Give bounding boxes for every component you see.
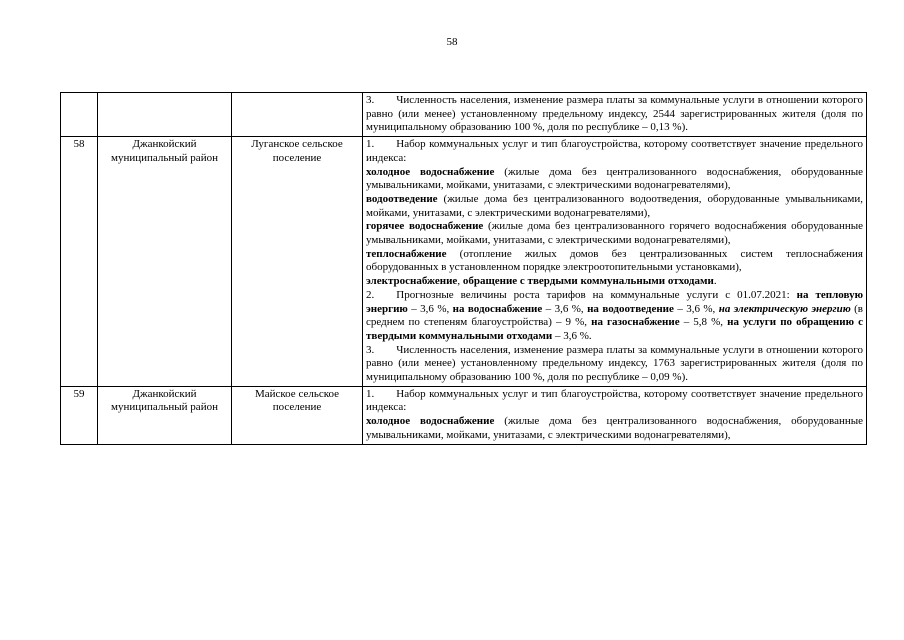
table-body	[61, 93, 867, 445]
table-row	[61, 93, 867, 137]
description-cell	[363, 386, 867, 444]
description-paragraph	[366, 166, 863, 193]
paragraph-text: – 3,6 %,	[407, 302, 453, 315]
paragraph-text: – 3,6 %,	[673, 302, 719, 315]
page-number: 58	[446, 36, 458, 48]
row-number-cell: 59	[61, 386, 98, 444]
paragraph-text: (жилые дома без централизованного водоснабжения, оборудованные умывальниками, мойками, унитазами, с электрическими водонагревателями),	[366, 165, 863, 192]
paragraph-text: 3. Численность населения, изменение размера платы за коммунальные услуги в отношении которого равно (или менее) установленному предельному индексу, 1763 зарегистрированных жителя (доля по муниципальному образованию 100 %, доля по республике – 0,09 %).	[366, 343, 863, 384]
settlement-cell	[232, 93, 363, 137]
paragraph-text: (жилые дома без централизованного водоснабжения, оборудованные умывальниками, мойками, унитазами, с электрическими водонагревателями),	[366, 415, 863, 441]
emphasized-text: обращение с твердыми коммунальными отходами	[462, 275, 714, 288]
description-paragraph	[366, 193, 863, 220]
paragraph-text: 3. Численность населения, изменение размера платы за коммунальные услуги в отношении которого равно (или менее) установленному предельному индексу, 2544 зарегистрированных жителя (доля по муниципальному образованию 100 %, доля по республике – 0,13 %).	[366, 94, 863, 134]
emphasized-text: электроснабжение	[366, 275, 458, 288]
district-cell	[98, 93, 232, 137]
emphasized-text: на водоснабжение	[452, 302, 543, 315]
paragraph-text: .	[713, 275, 717, 288]
description-paragraph	[366, 388, 863, 415]
emphasized-text: водоотведение	[366, 192, 438, 205]
emphasized-text: на электрическую энергию	[718, 302, 851, 315]
description-cell	[363, 137, 867, 387]
paragraph-text: (в среднем по степеням благоустройства) – 9 %,	[366, 302, 864, 329]
description-paragraph	[366, 94, 863, 135]
emphasized-text: горячее водоснабжение	[366, 220, 484, 233]
description-cell	[363, 93, 867, 137]
settlement-cell: Майское сельское поселение	[232, 386, 363, 444]
emphasized-text: на газоснабжение	[591, 316, 680, 329]
emphasized-text: холодное водоснабжение	[366, 415, 495, 428]
description-paragraph	[366, 275, 863, 289]
description-paragraph	[366, 344, 863, 385]
tariff-table	[60, 92, 867, 445]
district-cell: Джанкойский муниципальный район	[98, 137, 232, 387]
paragraph-text: (отопление жилых домов без централизованных систем теплоснабжения оборудованных в установленном порядке электроотопительными установками),	[366, 247, 863, 274]
description-paragraph	[366, 138, 863, 165]
description-paragraph	[366, 289, 863, 344]
emphasized-text: на тепловую энергию	[366, 288, 863, 315]
description-paragraph	[366, 248, 863, 275]
emphasized-text: теплоснабжение	[366, 247, 447, 260]
district-cell: Джанкойский муниципальный район	[98, 386, 232, 444]
paragraph-text: 1. Набор коммунальных услуг и тип благоустройства, которому соответствует значение предельного индекса:	[366, 387, 863, 414]
table-row	[61, 386, 867, 444]
row-number-cell: 58	[61, 137, 98, 387]
paragraph-text: ,	[457, 275, 463, 288]
paragraph-text: – 3,6 %.	[552, 329, 592, 342]
paragraph-text: 2. Прогнозные величины роста тарифов на коммунальные услуги с 01.07.2021:	[366, 288, 797, 301]
description-paragraph	[366, 220, 863, 247]
paragraph-text: (жилые дома без централизованного горячего водоснабжения оборудованные умывальниками, мойками, унитазами, с электрическими водонагревателями),	[366, 220, 863, 247]
emphasized-text: холодное водоснабжение	[366, 165, 495, 178]
paragraph-text: 1. Набор коммунальных услуг и тип благоустройства, которому соответствует значение предельного индекса:	[366, 138, 863, 164]
description-paragraph	[366, 415, 863, 442]
settlement-cell: Луганское сельское поселение	[232, 137, 363, 387]
paragraph-text: – 3,6 %,	[542, 302, 588, 315]
row-number-cell	[61, 93, 98, 137]
paragraph-text: – 5,8 %,	[679, 316, 728, 329]
paragraph-text: (жилые дома без централизованного водоотведения, оборудованные умывальниками, мойками, унитазами, с электрическими водонагревателями),	[366, 192, 863, 219]
emphasized-text: на водоотведение	[587, 302, 674, 315]
emphasized-text: на услуги по обращению с твердыми коммунальными отходами	[366, 316, 863, 342]
table-row	[61, 137, 867, 387]
